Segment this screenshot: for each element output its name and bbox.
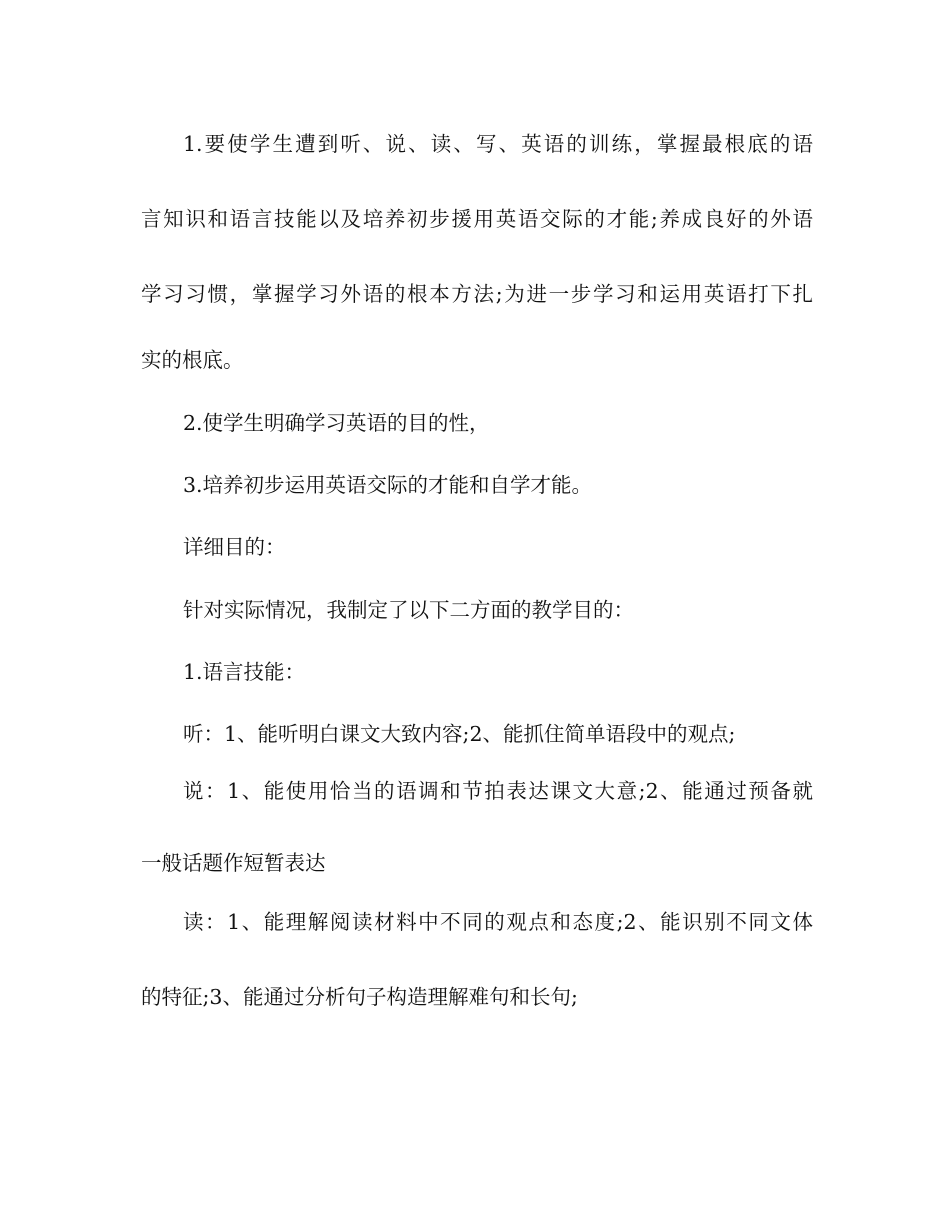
text-line: 言知识和语言技能以及培养初步援用英语交际的才能;养成良好的外语 [141,207,813,231]
text-line: 读：1、能理解阅读材料中不同的观点和态度;2、能识别不同文体 [183,910,813,934]
text-line: 实的根底。 [141,348,244,372]
paragraph-speaking [141,779,813,803]
paragraph-intro [141,598,813,622]
paragraph-goals-1-line-4 [141,348,813,372]
paragraph-speaking-line-2 [141,851,813,875]
text-line: 说：1、能使用恰当的语调和节拍表达课文大意;2、能通过预备就 [183,779,813,803]
text-line: 1.要使学生遭到听、说、读、写、英语的训练，掌握最根底的语 [183,132,813,156]
text-line: 的特征;3、能通过分析句子构造理解难句和长句; [141,985,578,1009]
paragraph-goals-3 [141,473,813,497]
heading-detail [141,535,813,559]
text-line: 详细目的： [183,535,286,559]
text-line: 针对实际情况，我制定了以下二方面的教学目的： [183,598,634,622]
paragraph-listening [141,722,813,746]
paragraph-goals-1 [141,132,813,156]
paragraph-goals-2 [141,411,813,435]
text-line: 1.语言技能： [183,660,306,684]
text-line: 听：1、能听明白课文大致内容;2、能抓住简单语段中的观点; [183,722,736,746]
text-line: 学习习惯，掌握学习外语的根本方法;为进一步学习和运用英语打下扎 [141,282,813,306]
paragraph-reading [141,910,813,934]
paragraph-reading-line-2 [141,985,813,1009]
section-title-language-skills [141,660,813,684]
text-line: 2.使学生明确学习英语的目的性， [183,411,490,435]
text-line: 一般话题作短暂表达 [141,851,326,875]
paragraph-goals-1-line-2 [141,207,813,231]
text-line: 3.培养初步运用英语交际的才能和自学才能。 [183,473,593,497]
paragraph-goals-1-line-3 [141,282,813,306]
